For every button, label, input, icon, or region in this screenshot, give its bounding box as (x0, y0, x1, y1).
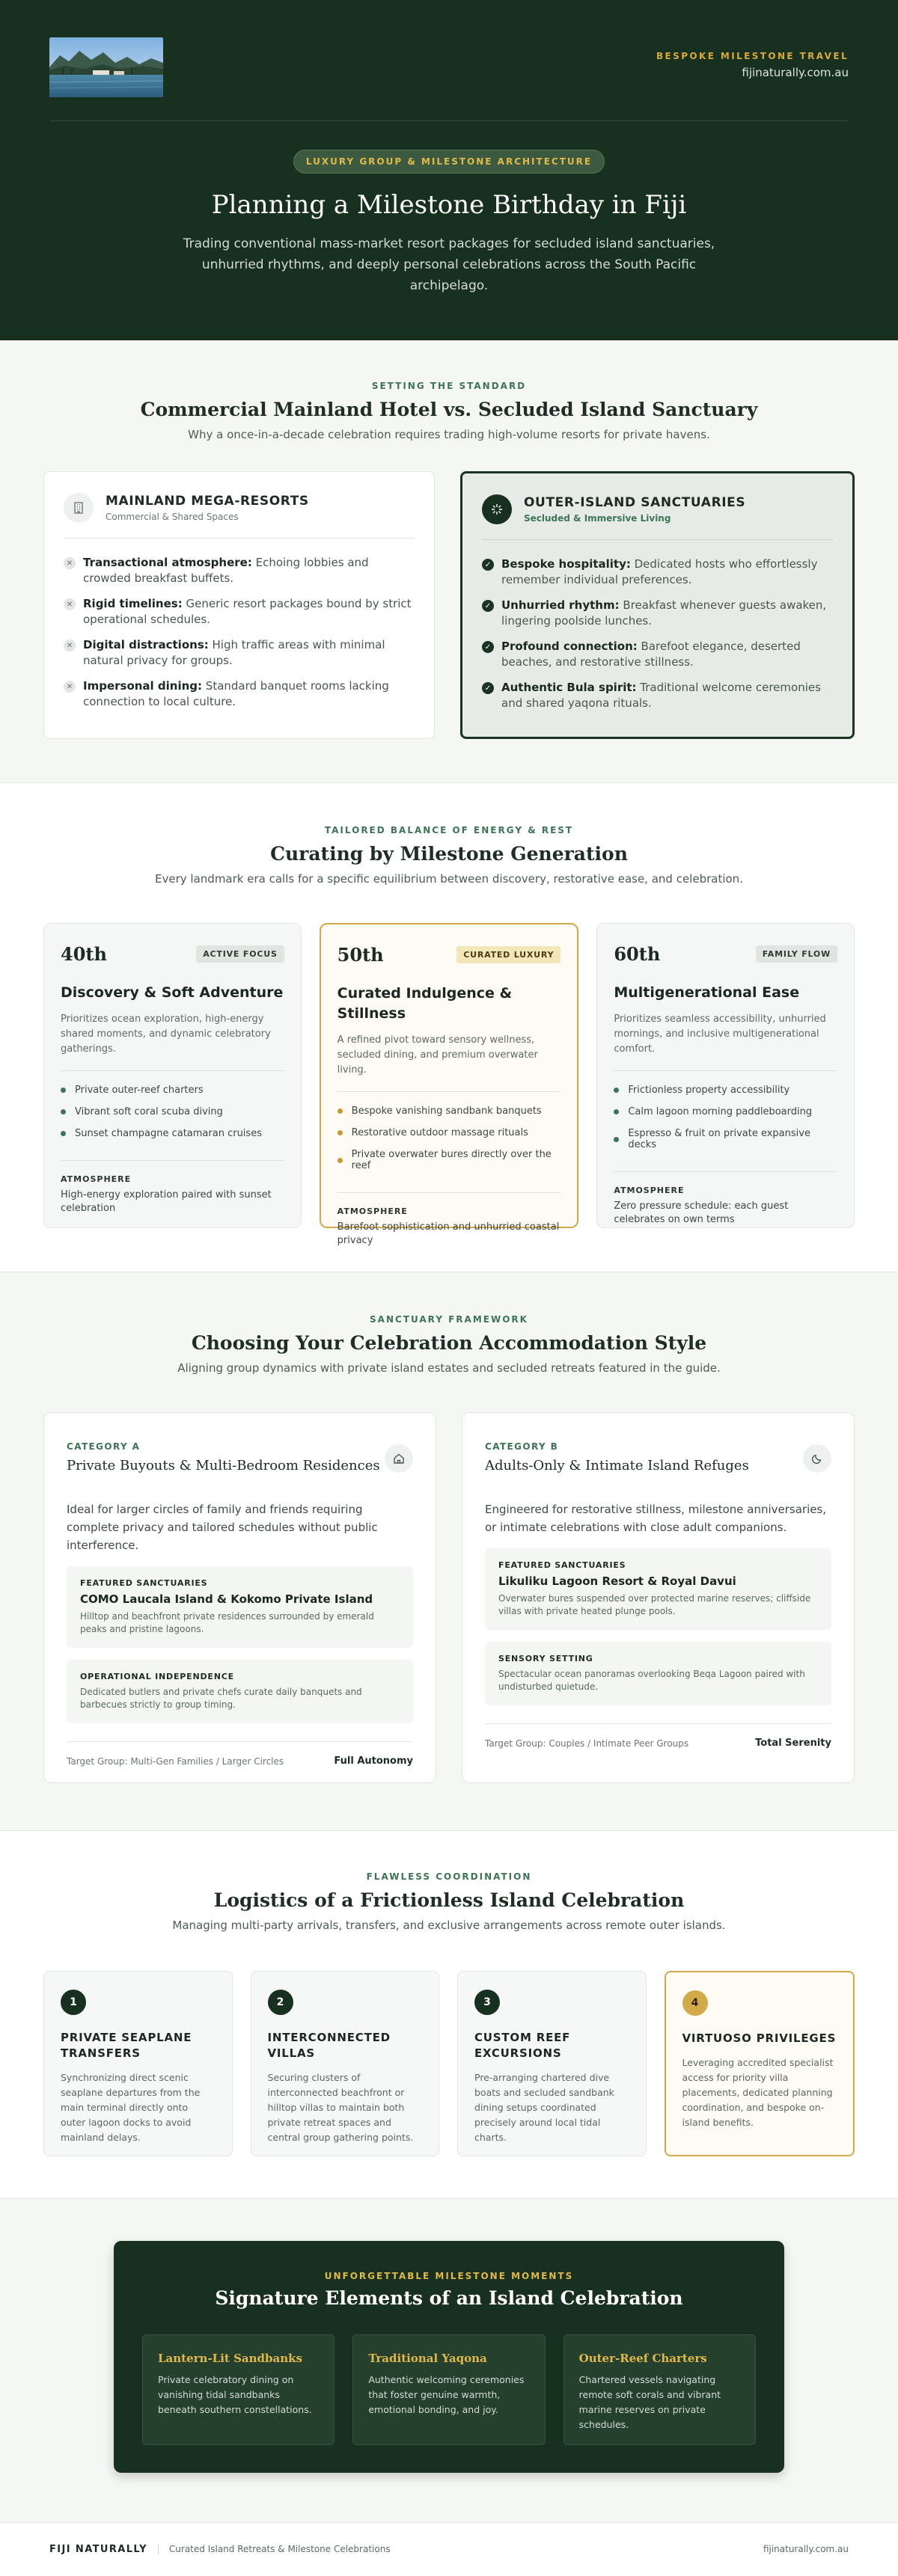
list-item: Bespoke vanishing sandbank banquets (337, 1105, 561, 1117)
bullet-icon (337, 1130, 343, 1135)
box-label: OPERATIONAL INDEPENDENCE (80, 1672, 234, 1681)
step-title: CUSTOM REEF EXCURSIONS (474, 2031, 571, 2060)
signature-panel (114, 2241, 784, 2473)
section-eyebrow: TAILORED BALANCE OF ENERGY & REST (324, 825, 574, 835)
x-mark-icon: ✕ (64, 598, 76, 610)
generation-age: 60th (614, 943, 661, 965)
hero-heading-block (49, 150, 849, 296)
logistics-section (0, 1831, 898, 2199)
generation-card-60th (596, 923, 855, 1228)
category-footer (67, 1741, 413, 1767)
step-card (457, 1971, 647, 2156)
hero-brand-kicker: BESPOKE MILESTONE TRAVEL (656, 51, 849, 61)
generation-list (61, 1085, 284, 1161)
list-item: Espresso & fruit on private expansive decks (614, 1128, 837, 1150)
home-icon (385, 1444, 413, 1473)
outer-island-card-subtitle: Secluded & Immersive Living (524, 513, 671, 524)
atmosphere-label: ATMOSPHERE (337, 1206, 408, 1216)
detail-box (485, 1642, 831, 1705)
list-item: Restorative outdoor massage rituals (337, 1127, 561, 1138)
signature-tiles (142, 2334, 756, 2445)
box-text: Overwater bures suspended over protected marine reserves; cliffside villas with private heated plunge pools. (498, 1593, 811, 1616)
target-group: Target Group: Couples / Intimate Peer Groups (485, 1738, 689, 1749)
generation-title: Multigenerational Ease (614, 984, 800, 1001)
section-eyebrow: SETTING THE STANDARD (371, 381, 527, 391)
box-title: Likuliku Lagoon Resort & Royal Davui (498, 1574, 736, 1588)
bullet-icon (614, 1109, 619, 1114)
generation-desc: Prioritizes ocean exploration, high-energy shared moments, and dynamic celebratory gatherings. (61, 1012, 284, 1071)
atmosphere-value: Barefoot sophistication and unhurried coastal privacy (337, 1221, 560, 1246)
section-eyebrow: SANCTUARY FRAMEWORK (370, 1314, 528, 1325)
list-item: ✕ Impersonal dining: Standard banquet rooms lacking connection to local culture. (64, 678, 415, 710)
generation-desc: Prioritizes seamless accessibility, unhurried mornings, and inclusive multigenerational comfort. (614, 1012, 837, 1071)
bullet-icon (337, 1158, 343, 1163)
box-text: Spectacular ocean panoramas overlooking Beqa Lagoon paired with undisturbed quietude. (498, 1669, 805, 1692)
tile-desc: Authentic welcoming ceremonies that foster genuine warmth, emotional bonding, and joy. (368, 2374, 525, 2415)
section-eyebrow: FLAWLESS COORDINATION (366, 1871, 532, 1882)
mainland-card-subtitle: Commercial & Shared Spaces (106, 512, 239, 522)
footer-url[interactable]: fijinaturally.com.au (763, 2544, 849, 2554)
atmosphere-value: Zero pressure schedule: each guest celebrates on own terms (614, 1200, 789, 1225)
list-item: ✕ Transactional atmosphere: Echoing lobbies and crowded breakfast buffets. (64, 555, 415, 586)
outer-island-card (460, 471, 855, 739)
list-item: ✕ Digital distractions: High traffic areas with minimal natural privacy for groups. (64, 637, 415, 669)
target-group: Target Group: Multi-Gen Families / Larger Circles (67, 1755, 284, 1767)
generation-age: 40th (61, 943, 107, 965)
section-lead: Every landmark era calls for a specific equilibrium between discovery, restorative ease, and celebration. (155, 872, 743, 886)
section-title: Curating by Milestone Generation (270, 843, 628, 865)
generation-cards (43, 923, 855, 1246)
mainland-card-title: MAINLAND MEGA-RESORTS (106, 494, 309, 509)
step-desc: Pre-arranging chartered dive boats and secluded sandbank dining setups coordinated precisely around local tidal charts. (474, 2072, 614, 2143)
section-title: Commercial Mainland Hotel vs. Secluded Island Sanctuary (140, 399, 758, 420)
bullet-icon (61, 1131, 66, 1136)
box-title: COMO Laucala Island & Kokomo Private Island (80, 1592, 373, 1606)
outer-island-card-title: OUTER-ISLAND SANCTUARIES (524, 495, 746, 510)
generation-desc: A refined pivot toward sensory wellness, secluded dining, and premium overwater living. (337, 1033, 561, 1092)
category-outcome: Full Autonomy (334, 1755, 413, 1767)
outer-island-list (482, 556, 833, 711)
status-badge: ACTIVE FOCUS (196, 945, 284, 963)
atmosphere-label: ATMOSPHERE (614, 1186, 685, 1195)
mainland-card-header (64, 493, 415, 539)
category-footer (485, 1723, 831, 1749)
section-title: Signature Elements of an Island Celebration (215, 2287, 683, 2309)
generation-card-50th (320, 923, 579, 1246)
bullet-icon (61, 1088, 66, 1093)
x-mark-icon: ✕ (64, 681, 76, 693)
generation-title: Curated Indulgence & Stillness (337, 985, 513, 1022)
page-footer (0, 2523, 898, 2575)
tile-title: Traditional Yaqona (368, 2352, 487, 2365)
featured-box (485, 1548, 831, 1630)
category-kicker: CATEGORY A (67, 1441, 141, 1452)
hero-subtitle: Trading conventional mass-market resort packages for secluded island sanctuaries, unhurried rhythms, and deeply personal celebrations across the South Pacific archipelago. (183, 236, 715, 293)
section-lead: Why a once-in-a-decade celebration requires trading high-volume resorts for private havens. (188, 428, 710, 441)
hero-brand-block (656, 37, 849, 79)
section-lead: Aligning group dynamics with private island estates and secluded retreats featured in the guide. (177, 1361, 721, 1375)
step-card-highlight (665, 1971, 855, 2156)
footer-divider (158, 2544, 159, 2554)
atmosphere-value: High-energy exploration paired with sunset celebration (61, 1189, 272, 1214)
category-desc: Ideal for larger circles of family and friends requiring complete privacy and tailored schedules without public interference. (67, 1503, 378, 1552)
generation-list (614, 1085, 837, 1172)
tile-desc: Chartered vessels navigating remote soft corals and vibrant marine reserves on private schedules. (578, 2374, 721, 2430)
tile-title: Outer-Reef Charters (578, 2352, 707, 2365)
list-item: ✓ Profound connection: Barefoot elegance, deserted beaches, and restorative stillness. (482, 639, 833, 670)
signature-tile (352, 2334, 545, 2445)
bullet-icon (614, 1137, 619, 1142)
mainland-list (64, 555, 415, 710)
x-mark-icon: ✕ (64, 557, 76, 569)
signature-section (0, 2199, 898, 2523)
featured-box (67, 1566, 413, 1648)
comparison-cards (43, 471, 855, 739)
category-cards (43, 1412, 855, 1783)
section-lead: Managing multi-party arrivals, transfers, and exclusive arrangements across remote outer islands. (172, 1919, 726, 1932)
hero-pill: LUXURY GROUP & MILESTONE ARCHITECTURE (293, 150, 605, 174)
generation-age: 50th (337, 944, 384, 966)
step-number: 4 (682, 1990, 708, 2016)
outer-island-card-header (482, 494, 833, 540)
box-text: Dedicated butlers and private chefs curate daily banquets and barbecues strictly to group timing. (80, 1687, 362, 1710)
x-mark-icon: ✕ (64, 640, 76, 651)
page-title: Planning a Milestone Birthday in Fiji (211, 190, 687, 220)
list-item: ✕ Rigid timelines: Generic resort packages bound by strict operational schedules. (64, 596, 415, 628)
list-item: ✓ Bespoke hospitality: Dedicated hosts who effortlessly remember individual preferences. (482, 556, 833, 588)
generation-card-40th (43, 923, 302, 1228)
category-title: Private Buyouts & Multi-Bedroom Residences (67, 1458, 380, 1473)
framework-section (0, 1272, 898, 1831)
box-text: Hilltop and beachfront private residences surrounded by emerald peaks and pristine lagoons. (80, 1611, 374, 1634)
step-desc: Synchronizing direct scenic seaplane departures from the main terminal directly onto outer lagoon docks to avoid mainland delays. (61, 2072, 201, 2143)
generation-list (337, 1105, 561, 1193)
step-number: 1 (61, 1990, 86, 2015)
status-badge: CURATED LUXURY (456, 946, 561, 963)
list-item: Private outer-reef charters (61, 1085, 284, 1096)
box-label: SENSORY SETTING (498, 1654, 593, 1663)
step-desc: Securing clusters of interconnected beachfront or hilltop villas to maintain both private retreat spaces and central group gathering points. (267, 2072, 414, 2143)
hero (0, 0, 898, 340)
sparkle-icon (482, 494, 512, 524)
comparison-section (0, 340, 898, 783)
moon-icon (803, 1444, 831, 1473)
status-badge: FAMILY FLOW (756, 945, 837, 963)
category-card-a (43, 1412, 436, 1783)
step-title: VIRTUOSO PRIVILEGES (682, 2031, 837, 2045)
list-item: Private overwater bures directly over the reef (337, 1149, 561, 1171)
list-item: Frictionless property accessibility (614, 1085, 837, 1096)
check-icon: ✓ (482, 682, 494, 694)
list-item: ✓ Authentic Bula spirit: Traditional welcome ceremonies and shared yaqona rituals. (482, 680, 833, 711)
signature-tile (142, 2334, 335, 2445)
hero-brand-url[interactable]: fijinaturally.com.au (742, 66, 849, 79)
list-item: ✓ Unhurried rhythm: Breakfast whenever guests awaken, lingering poolside lunches. (482, 598, 833, 629)
building-icon (64, 493, 94, 523)
step-title: INTERCONNECTED VILLAS (267, 2031, 391, 2060)
bullet-icon (61, 1109, 66, 1114)
section-title: Choosing Your Celebration Accommodation Style (191, 1332, 707, 1354)
check-icon: ✓ (482, 559, 494, 571)
bullet-icon (614, 1088, 619, 1093)
signature-tile (563, 2334, 756, 2445)
category-kicker: CATEGORY B (485, 1441, 559, 1452)
box-label: FEATURED SANCTUARIES (80, 1578, 208, 1588)
hero-island-photo (49, 37, 163, 97)
list-item: Sunset champagne catamaran cruises (61, 1128, 284, 1139)
footer-brand: FIJI NATURALLY (49, 2543, 147, 2555)
step-card (43, 1971, 233, 2156)
check-icon: ✓ (482, 641, 494, 653)
check-icon: ✓ (482, 600, 494, 612)
footer-tagline: Curated Island Retreats & Milestone Celebrations (168, 2544, 391, 2554)
category-card-b (462, 1412, 855, 1783)
hero-top-bar (49, 37, 849, 121)
step-number: 2 (268, 1990, 293, 2015)
logistics-steps (43, 1971, 855, 2156)
generation-title: Discovery & Soft Adventure (61, 984, 284, 1001)
mainland-card (43, 471, 435, 739)
category-title: Adults-Only & Intimate Island Refuges (485, 1458, 749, 1473)
section-eyebrow: UNFORGETTABLE MILESTONE MOMENTS (324, 2271, 574, 2281)
step-desc: Leveraging accredited specialist access for priority villa placements, dedicated planning coordination, and bespoke on-island benefits. (682, 2057, 834, 2128)
section-title: Logistics of a Frictionless Island Celebration (213, 1889, 685, 1911)
step-title: PRIVATE SEAPLANE TRANSFERS (61, 2031, 192, 2060)
list-item: Vibrant soft coral scuba diving (61, 1106, 284, 1117)
box-label: FEATURED SANCTUARIES (498, 1560, 626, 1570)
detail-box (67, 1660, 413, 1723)
bullet-icon (337, 1108, 343, 1114)
category-outcome: Total Serenity (755, 1738, 831, 1749)
atmosphere-label: ATMOSPHERE (61, 1174, 132, 1184)
tile-title: Lantern-Lit Sandbanks (158, 2352, 302, 2365)
step-number: 3 (474, 1990, 500, 2015)
generation-section (0, 783, 898, 1272)
list-item: Calm lagoon morning paddleboarding (614, 1106, 837, 1117)
tile-desc: Private celebratory dining on vanishing tidal sandbanks beneath southern constellations. (158, 2374, 312, 2415)
category-desc: Engineered for restorative stillness, milestone anniversaries, or intimate celebrations with close adult companions. (485, 1503, 827, 1534)
step-card (251, 1971, 440, 2156)
